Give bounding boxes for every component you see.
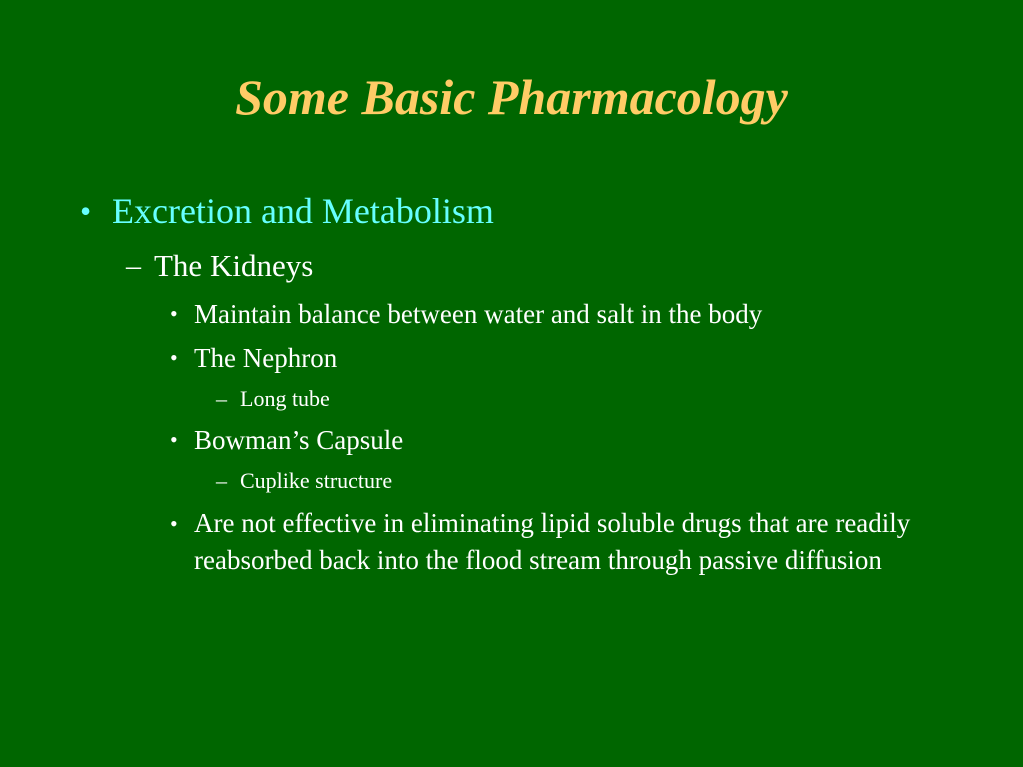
bullet-text: Are not effective in eliminating lipid soluble drugs that are readily reabsorbed back into the flood stream through passive diffusion [194, 508, 911, 575]
bullet-marker: • [80, 193, 92, 229]
bullet-text: Maintain balance between water and salt in the body [194, 299, 763, 329]
bullet-marker: • [170, 511, 178, 536]
dash-marker: – [216, 386, 227, 411]
bullet-marker: • [170, 345, 178, 370]
bullet-marker: • [170, 301, 178, 326]
slide-title: Some Basic Pharmacology [235, 69, 788, 125]
bullet-text: The Nephron [194, 343, 338, 373]
dash-marker: – [216, 468, 227, 493]
dash-marker: – [126, 249, 141, 282]
bullet-text: Bowman’s Capsule [194, 425, 404, 455]
bullet-marker: • [170, 427, 178, 452]
bullet-text: Cuplike structure [240, 468, 393, 493]
bullet-text: Excretion and Metabolism [112, 191, 494, 231]
bullet-text: Long tube [240, 386, 330, 411]
bullet-text: The Kidneys [154, 248, 314, 283]
